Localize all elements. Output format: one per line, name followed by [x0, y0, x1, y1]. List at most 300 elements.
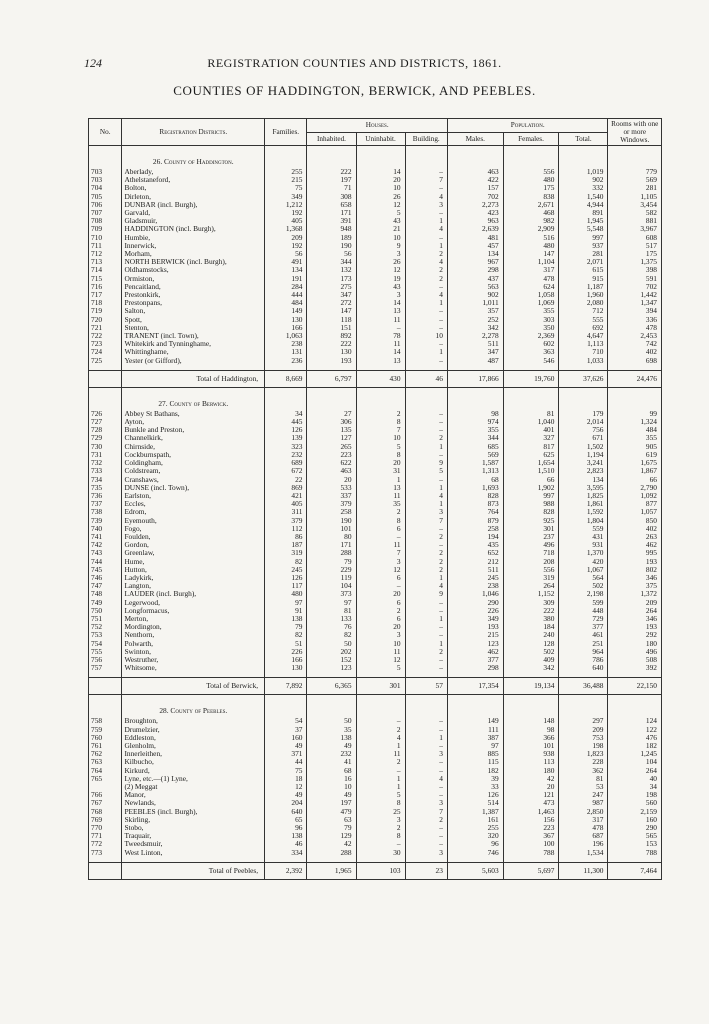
district-name: Stobo, [122, 824, 265, 832]
value-cell: – [405, 476, 447, 484]
value-cell: 366 [503, 734, 559, 742]
table-row [89, 717, 662, 725]
district-number: 736 [89, 492, 122, 500]
value-cell: 891 [559, 209, 608, 217]
value-cell: 138 [307, 734, 356, 742]
table-row [89, 299, 662, 307]
value-cell: 101 [307, 525, 356, 533]
cell-empty [405, 695, 447, 718]
value-cell: 5 [356, 209, 405, 217]
district-name: Morham, [122, 250, 265, 258]
table-row [89, 348, 662, 356]
value-cell: 987 [559, 799, 608, 807]
table-row [89, 451, 662, 459]
value-cell: 1,534 [559, 849, 608, 857]
district-name: Legerwood, [122, 599, 265, 607]
value-cell: – [405, 451, 447, 459]
value-cell: 1,313 [447, 467, 503, 475]
total-label: Total of Haddington, [122, 370, 265, 387]
value-cell: 1,067 [559, 566, 608, 574]
value-cell: 496 [503, 541, 559, 549]
value-cell: 43 [356, 217, 405, 225]
district-name: Gordon, [122, 541, 265, 549]
value-cell: 157 [447, 184, 503, 192]
value-cell: 1,804 [559, 517, 608, 525]
district-name: DUNSE (incl. Town), [122, 484, 265, 492]
value-cell: 20 [356, 176, 405, 184]
value-cell: 462 [447, 648, 503, 656]
value-cell: 556 [503, 168, 559, 176]
value-cell: 97 [447, 742, 503, 750]
value-cell: 3 [356, 291, 405, 299]
table-row [89, 525, 662, 533]
value-cell: 355 [503, 307, 559, 315]
value-cell: 245 [447, 574, 503, 582]
value-cell: 1 [405, 217, 447, 225]
district-name: Innerleithen, [122, 750, 265, 758]
value-cell: 209 [608, 599, 662, 607]
value-cell: 4 [356, 734, 405, 742]
value-cell: 480 [503, 176, 559, 184]
district-name: Channelkirk, [122, 434, 265, 442]
value-cell: 672 [265, 467, 307, 475]
value-cell: 1 [405, 348, 447, 356]
table-row [89, 434, 662, 442]
table-row [89, 217, 662, 225]
value-cell: 40 [608, 775, 662, 783]
value-cell: 319 [503, 574, 559, 582]
value-cell: 1,058 [503, 291, 559, 299]
table-row [89, 418, 662, 426]
district-name: Greenlaw, [122, 549, 265, 557]
district-number: 772 [89, 840, 122, 848]
district-name: Whitekirk and Tynninghame, [122, 340, 265, 348]
value-cell: 689 [265, 459, 307, 467]
value-cell: – [405, 767, 447, 775]
value-cell: 197 [307, 176, 356, 184]
table-row [89, 410, 662, 418]
value-cell: 20 [307, 476, 356, 484]
district-name: Abbey St Bathans, [122, 410, 265, 418]
value-cell: 2,790 [608, 484, 662, 492]
value-cell: 5 [356, 791, 405, 799]
value-cell: 788 [503, 849, 559, 857]
value-cell: 75 [265, 184, 307, 192]
cell-empty [356, 387, 405, 410]
value-cell: 332 [559, 184, 608, 192]
value-cell: 306 [307, 418, 356, 426]
value-cell: 555 [559, 316, 608, 324]
value-cell: 967 [447, 258, 503, 266]
table-row [89, 541, 662, 549]
value-cell: 337 [307, 492, 356, 500]
value-cell: 196 [559, 840, 608, 848]
value-cell: 10 [307, 783, 356, 791]
value-cell: 71 [307, 184, 356, 192]
value-cell: 192 [265, 242, 307, 250]
value-cell: 556 [503, 566, 559, 574]
value-cell: 3,454 [608, 201, 662, 209]
value-cell: 180 [503, 767, 559, 775]
value-cell: 702 [608, 283, 662, 291]
cell-empty [89, 387, 122, 410]
value-cell: 1,113 [559, 340, 608, 348]
district-number: 714 [89, 266, 122, 274]
value-cell: 409 [503, 656, 559, 664]
value-cell: 14 [356, 168, 405, 176]
value-cell: 423 [447, 209, 503, 217]
district-name: Mordington, [122, 623, 265, 631]
value-cell: 33 [447, 783, 503, 791]
district-name: Athelstaneford, [122, 176, 265, 184]
value-cell: 215 [447, 631, 503, 639]
table-row [89, 783, 662, 791]
district-name: Merton, [122, 615, 265, 623]
value-cell: 2 [405, 275, 447, 283]
value-cell: 1 [405, 443, 447, 451]
table-row [89, 291, 662, 299]
value-cell: 4,944 [559, 201, 608, 209]
value-cell: 496 [608, 648, 662, 656]
total-value: 19,760 [503, 370, 559, 387]
value-cell: 478 [559, 824, 608, 832]
value-cell: 342 [503, 664, 559, 672]
table-row [89, 533, 662, 541]
total-row [89, 862, 662, 879]
value-cell: 355 [447, 426, 503, 434]
district-name: Bunkle and Preston, [122, 426, 265, 434]
total-value: 17,354 [447, 678, 503, 695]
value-cell: 255 [447, 824, 503, 832]
value-cell: 124 [608, 717, 662, 725]
table-row [89, 176, 662, 184]
value-cell: 44 [265, 758, 307, 766]
value-cell: 4 [405, 258, 447, 266]
value-cell: – [405, 840, 447, 848]
table-row [89, 459, 662, 467]
value-cell: 27 [307, 410, 356, 418]
value-cell: 640 [265, 808, 307, 816]
value-cell: 147 [503, 250, 559, 258]
header-rooms: Rooms with one or more Windows. [608, 119, 662, 146]
value-cell: 160 [608, 816, 662, 824]
value-cell: 1,510 [503, 467, 559, 475]
value-cell: 198 [608, 791, 662, 799]
section-heading-row [89, 695, 662, 718]
value-cell: 35 [356, 500, 405, 508]
value-cell: 902 [447, 291, 503, 299]
table-row [89, 500, 662, 508]
value-cell: 18 [265, 775, 307, 783]
district-name: Prestonkirk, [122, 291, 265, 299]
district-name: TRANENT (incl. Town), [122, 332, 265, 340]
value-cell: 1 [356, 775, 405, 783]
value-cell: 121 [503, 791, 559, 799]
district-name: Broughton, [122, 717, 265, 725]
value-cell: 652 [447, 549, 503, 557]
value-cell: 487 [447, 357, 503, 365]
value-cell: 79 [307, 558, 356, 566]
value-cell: 6 [356, 525, 405, 533]
value-cell: – [405, 324, 447, 332]
value-cell: 687 [559, 832, 608, 840]
value-cell: 931 [559, 541, 608, 549]
table-row [89, 316, 662, 324]
table-row [89, 824, 662, 832]
table-row [89, 184, 662, 192]
cell-empty [89, 678, 122, 695]
value-cell: 25 [356, 808, 405, 816]
total-value: 2,392 [265, 862, 307, 879]
district-name: LAUDER (incl. Burgh), [122, 590, 265, 598]
district-number: 710 [89, 234, 122, 242]
value-cell: 238 [265, 340, 307, 348]
value-cell: 484 [265, 299, 307, 307]
cell-empty [307, 146, 356, 169]
value-cell: 685 [447, 443, 503, 451]
value-cell: 564 [559, 574, 608, 582]
value-cell: 873 [447, 500, 503, 508]
value-cell: 1 [405, 500, 447, 508]
district-number: 718 [89, 299, 122, 307]
district-name: Salton, [122, 307, 265, 315]
value-cell: 147 [307, 307, 356, 315]
value-cell: 166 [265, 324, 307, 332]
value-cell: 671 [559, 434, 608, 442]
value-cell: 435 [447, 541, 503, 549]
value-cell: 405 [265, 500, 307, 508]
value-cell: 208 [503, 558, 559, 566]
value-cell: 75 [265, 767, 307, 775]
value-cell: 1,960 [559, 291, 608, 299]
cell-empty [608, 146, 662, 169]
value-cell: 14 [356, 299, 405, 307]
value-cell: 11 [356, 492, 405, 500]
value-cell: 712 [559, 307, 608, 315]
value-cell: 222 [307, 340, 356, 348]
table-row [89, 656, 662, 664]
table-row [89, 816, 662, 824]
value-cell: 228 [559, 758, 608, 766]
value-cell: 375 [608, 582, 662, 590]
header-districts: Registration Districts. [122, 119, 265, 146]
value-cell: 1,033 [559, 357, 608, 365]
table-row [89, 443, 662, 451]
district-number: 737 [89, 500, 122, 508]
cell-empty [559, 146, 608, 169]
value-cell: 222 [503, 607, 559, 615]
value-cell: 212 [447, 558, 503, 566]
value-cell: 565 [608, 832, 662, 840]
value-cell: – [405, 631, 447, 639]
total-value: 23 [405, 862, 447, 879]
value-cell: 215 [265, 176, 307, 184]
value-cell: – [405, 541, 447, 549]
value-cell: 258 [307, 508, 356, 516]
value-cell: 13 [356, 357, 405, 365]
value-cell: 298 [447, 266, 503, 274]
district-name: (2) Meggat [122, 783, 265, 791]
value-cell: 42 [503, 775, 559, 783]
value-cell: 104 [307, 582, 356, 590]
value-cell: 2 [405, 566, 447, 574]
value-cell: 138 [265, 832, 307, 840]
district-name: Yester (or Gifford), [122, 357, 265, 365]
value-cell: 6 [356, 615, 405, 623]
value-cell: 12 [265, 783, 307, 791]
value-cell: 8 [356, 451, 405, 459]
value-cell: 559 [559, 525, 608, 533]
district-number: 751 [89, 615, 122, 623]
value-cell: 779 [608, 168, 662, 176]
value-cell: 1,092 [608, 492, 662, 500]
value-cell: 4 [405, 193, 447, 201]
value-cell: 194 [447, 533, 503, 541]
running-head: REGISTRATION COUNTIES AND DISTRICTS, 1861. [207, 56, 502, 70]
value-cell: 582 [608, 209, 662, 217]
value-cell: 1 [405, 734, 447, 742]
table-row [89, 250, 662, 258]
value-cell: 8 [356, 418, 405, 426]
value-cell: 478 [503, 275, 559, 283]
value-cell: – [405, 832, 447, 840]
value-cell: 1,046 [447, 590, 503, 598]
value-cell: 68 [307, 767, 356, 775]
value-cell: 902 [559, 176, 608, 184]
value-cell: 182 [447, 767, 503, 775]
section-heading: 26. County of Haddington. [122, 146, 265, 169]
value-cell: – [405, 184, 447, 192]
value-cell: 149 [447, 717, 503, 725]
value-cell: 275 [307, 283, 356, 291]
value-cell: 173 [307, 275, 356, 283]
value-cell: 272 [307, 299, 356, 307]
value-cell: 81 [503, 410, 559, 418]
value-cell: 1,069 [503, 299, 559, 307]
district-name: Foulden, [122, 533, 265, 541]
value-cell: 2,823 [559, 467, 608, 475]
value-cell: 481 [447, 234, 503, 242]
value-cell: – [356, 582, 405, 590]
cell-empty [265, 695, 307, 718]
value-cell: 152 [307, 656, 356, 664]
value-cell: 79 [307, 824, 356, 832]
value-cell: 2 [405, 434, 447, 442]
value-cell: 35 [307, 726, 356, 734]
section-heading: 27. County of Berwick. [122, 387, 265, 410]
cell-empty [265, 387, 307, 410]
district-number: 740 [89, 525, 122, 533]
total-label: Total of Berwick, [122, 678, 265, 695]
value-cell: 1,370 [559, 549, 608, 557]
district-name: Glenholm, [122, 742, 265, 750]
value-cell: 222 [307, 168, 356, 176]
value-cell: 1,825 [559, 492, 608, 500]
value-cell: 97 [307, 599, 356, 607]
value-cell: 476 [608, 734, 662, 742]
district-number: 764 [89, 767, 122, 775]
value-cell: 7 [405, 808, 447, 816]
value-cell: 402 [608, 348, 662, 356]
district-number: 741 [89, 533, 122, 541]
value-cell: 192 [265, 209, 307, 217]
district-number: 742 [89, 541, 122, 549]
district-number: 752 [89, 623, 122, 631]
value-cell: 96 [265, 824, 307, 832]
value-cell: 258 [447, 525, 503, 533]
table-row [89, 324, 662, 332]
header-total: Total. [559, 132, 608, 146]
total-value: 7,464 [608, 862, 662, 879]
value-cell: 982 [503, 217, 559, 225]
district-number: 767 [89, 799, 122, 807]
value-cell: 117 [265, 582, 307, 590]
value-cell: 387 [447, 734, 503, 742]
district-name: Fogo, [122, 525, 265, 533]
value-cell: 12 [356, 656, 405, 664]
value-cell: 292 [608, 631, 662, 639]
district-name: Manor, [122, 791, 265, 799]
value-cell: 710 [559, 348, 608, 356]
district-name: Lyne, etc.—(1) Lyne, [122, 775, 265, 783]
value-cell: – [405, 357, 447, 365]
value-cell: 461 [559, 631, 608, 639]
table-row [89, 549, 662, 557]
value-cell: 420 [559, 558, 608, 566]
value-cell: 997 [503, 492, 559, 500]
value-cell: 502 [559, 582, 608, 590]
value-cell: 209 [265, 234, 307, 242]
district-number: 747 [89, 582, 122, 590]
cell-empty [89, 862, 122, 879]
value-cell: 232 [307, 750, 356, 758]
value-cell: – [405, 607, 447, 615]
value-cell: 11 [356, 648, 405, 656]
value-cell: 828 [447, 492, 503, 500]
value-cell: 5 [356, 443, 405, 451]
value-cell: 130 [307, 348, 356, 356]
district-number: 769 [89, 816, 122, 824]
value-cell: 349 [265, 193, 307, 201]
district-name: PEEBLES (incl. Burgh), [122, 808, 265, 816]
district-number: 757 [89, 664, 122, 672]
value-cell: 756 [559, 426, 608, 434]
value-cell: – [356, 533, 405, 541]
header-families: Families. [265, 119, 307, 146]
district-number: 706 [89, 201, 122, 209]
value-cell: 139 [265, 434, 307, 442]
district-number: 708 [89, 217, 122, 225]
district-number: 721 [89, 324, 122, 332]
value-cell: 6 [356, 574, 405, 582]
value-cell: 349 [447, 615, 503, 623]
table-row [89, 476, 662, 484]
value-cell: 3 [405, 799, 447, 807]
district-number: 766 [89, 791, 122, 799]
district-number: 744 [89, 558, 122, 566]
district-number: 719 [89, 307, 122, 315]
value-cell: 1,902 [503, 484, 559, 492]
registration-table [88, 118, 662, 880]
value-cell: 1,019 [559, 168, 608, 176]
value-cell: – [356, 717, 405, 725]
value-cell: 401 [503, 426, 559, 434]
value-cell: 948 [307, 225, 356, 233]
value-cell: 479 [307, 808, 356, 816]
value-cell: – [405, 783, 447, 791]
value-cell: 2,909 [503, 225, 559, 233]
value-cell: 624 [503, 283, 559, 291]
